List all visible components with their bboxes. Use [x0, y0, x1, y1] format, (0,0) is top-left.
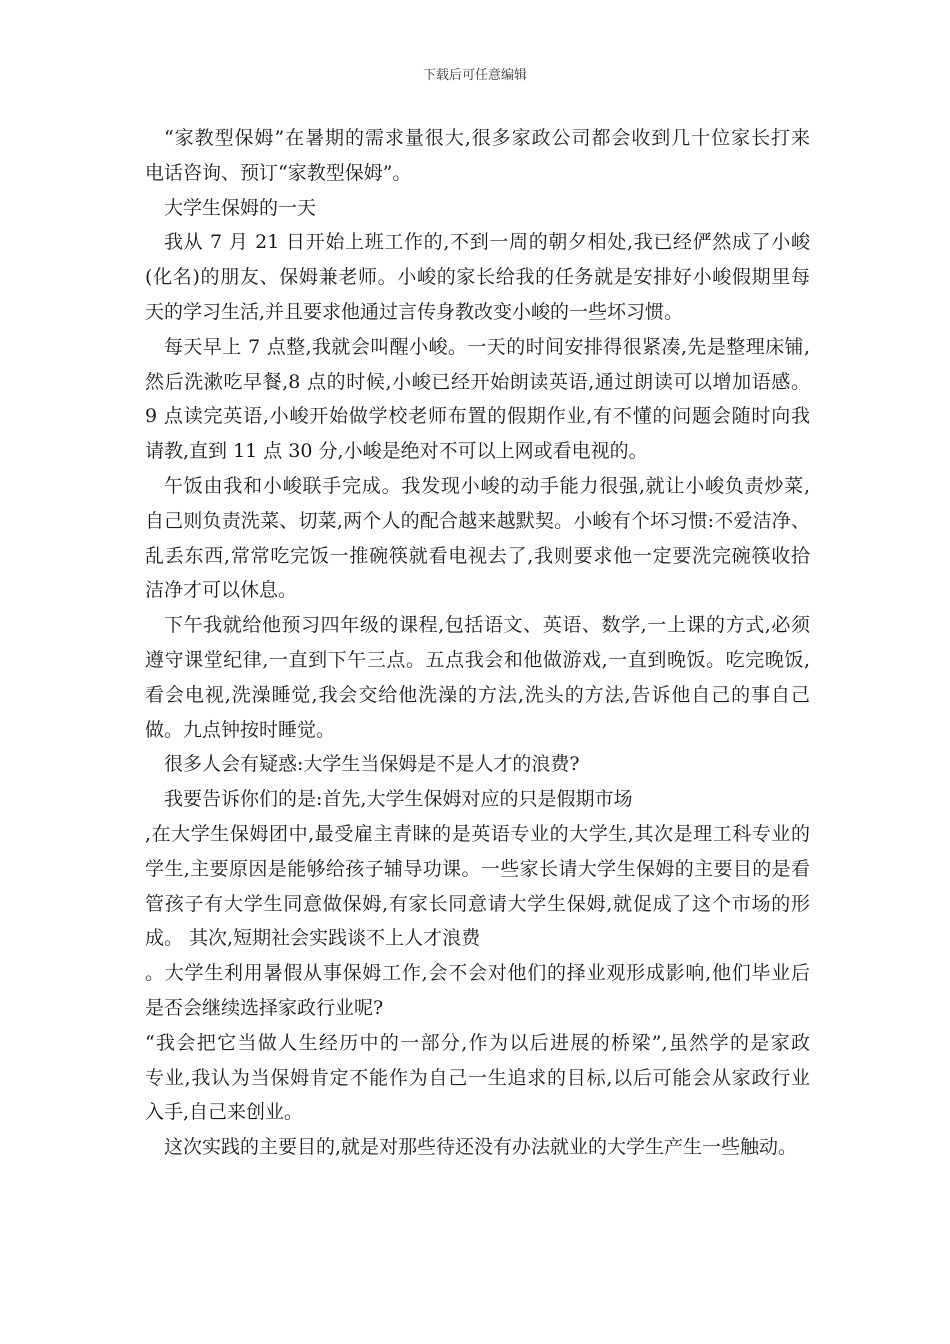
text-line: 我要告诉你们的是:首先,大学生保姆对应的只是假期市场 — [164, 788, 633, 811]
text-line: 遵守课堂纪律,一直到下午三点。五点我会和他做游戏,一直到晚饭。吃完晚饭, — [145, 648, 810, 671]
document-body — [145, 121, 810, 1165]
text-line: 专业,我认为当保姆肯定不能作为自己一生追求的目标,以后可能会从家政行业 — [145, 1066, 810, 1089]
page-header: 下载后可任意编辑 — [422, 68, 527, 83]
text-line: 自己则负责洗菜、切菜,两个人的配合越来越默契。小峻有个坏习惯:不爱洁净、 — [145, 509, 810, 532]
text-line: 管孩子有大学生同意做保姆,有家长同意请大学生保姆,就促成了这个市场的形 — [145, 892, 810, 915]
text-line: 成。 其次,短期社会实践谈不上人才浪费 — [145, 927, 481, 950]
text-line: 。大学生利用暑假从事保姆工作,会不会对他们的择业观形成影响,他们毕业后 — [145, 962, 810, 985]
text-line: 洁净才可以休息。 — [145, 579, 298, 602]
text-line: “我会把它当做人生经历中的一部分,作为以后进展的桥梁”,虽然学的是家政 — [145, 1031, 810, 1054]
text-line: 很多人会有疑惑:大学生当保姆是不是人才的浪费? — [164, 753, 580, 776]
text-line: “家教型保姆”在暑期的需求量很大,很多家政公司都会收到几十位家长打来 — [164, 127, 810, 149]
text-line: 学生,主要原因是能够给孩子辅导功课。一些家长请大学生保姆的主要目的是看 — [145, 857, 810, 880]
text-line: 看会电视,洗澡睡觉,我会交给他洗澡的方法,洗头的方法,告诉他自己的事自己 — [145, 683, 810, 706]
text-line: 入手,自己来创业。 — [145, 1101, 304, 1124]
text-line: 然后洗漱吃早餐,8 点的时候,小峻已经开始朗读英语,通过朗读可以增加语感。 — [145, 370, 810, 393]
text-line: 9 点读完英语,小峻开始做学校老师布置的假期作业,有不懂的问题会随时向我 — [145, 405, 810, 428]
text-line: 是否会继续选择家政行业呢? — [145, 996, 384, 1019]
text-line: 大学生保姆的一天 — [164, 196, 317, 219]
text-line: 乱丢东西,常常吃完饭一推碗筷就看电视去了,我则要求他一定要洗完碗筷收拾 — [145, 544, 810, 567]
text-line: 我从 7 月 21 日开始上班工作的,不到一周的朝夕相处,我已经俨然成了小峻 — [164, 231, 810, 254]
text-line: 这次实践的主要目的,就是对那些待还没有办法就业的大学生产生一些触动。 — [164, 1136, 798, 1159]
text-line: 请教,直到 11 点 30 分,小峻是绝对不可以上网或看电视的。 — [145, 440, 648, 463]
text-line: 午饭由我和小峻联手完成。我发现小峻的动手能力很强,就让小峻负责炒菜, — [164, 474, 810, 497]
text-line: ,在大学生保姆团中,最受雇主青睐的是英语专业的大学生,其次是理工科专业的 — [145, 822, 810, 845]
text-line: 下午我就给他预习四年级的课程,包括语文、英语、数学,一上课的方式,必须 — [164, 614, 810, 637]
text-line: 做。九点钟按时睡觉。 — [145, 718, 336, 741]
text-line: 天的学习生活,并且要求他通过言传身教改变小峻的一些坏习惯。 — [145, 300, 684, 323]
text-line: 电话咨询、预订“家教型保姆”。 — [145, 161, 412, 184]
text-line: (化名)的朋友、保姆兼老师。小峻的家长给我的任务就是安排好小峻假期里每 — [145, 266, 810, 289]
text-line: 每天早上 7 点整,我就会叫醒小峻。一天的时间安排得很紧凑,先是整理床铺, — [164, 335, 810, 358]
